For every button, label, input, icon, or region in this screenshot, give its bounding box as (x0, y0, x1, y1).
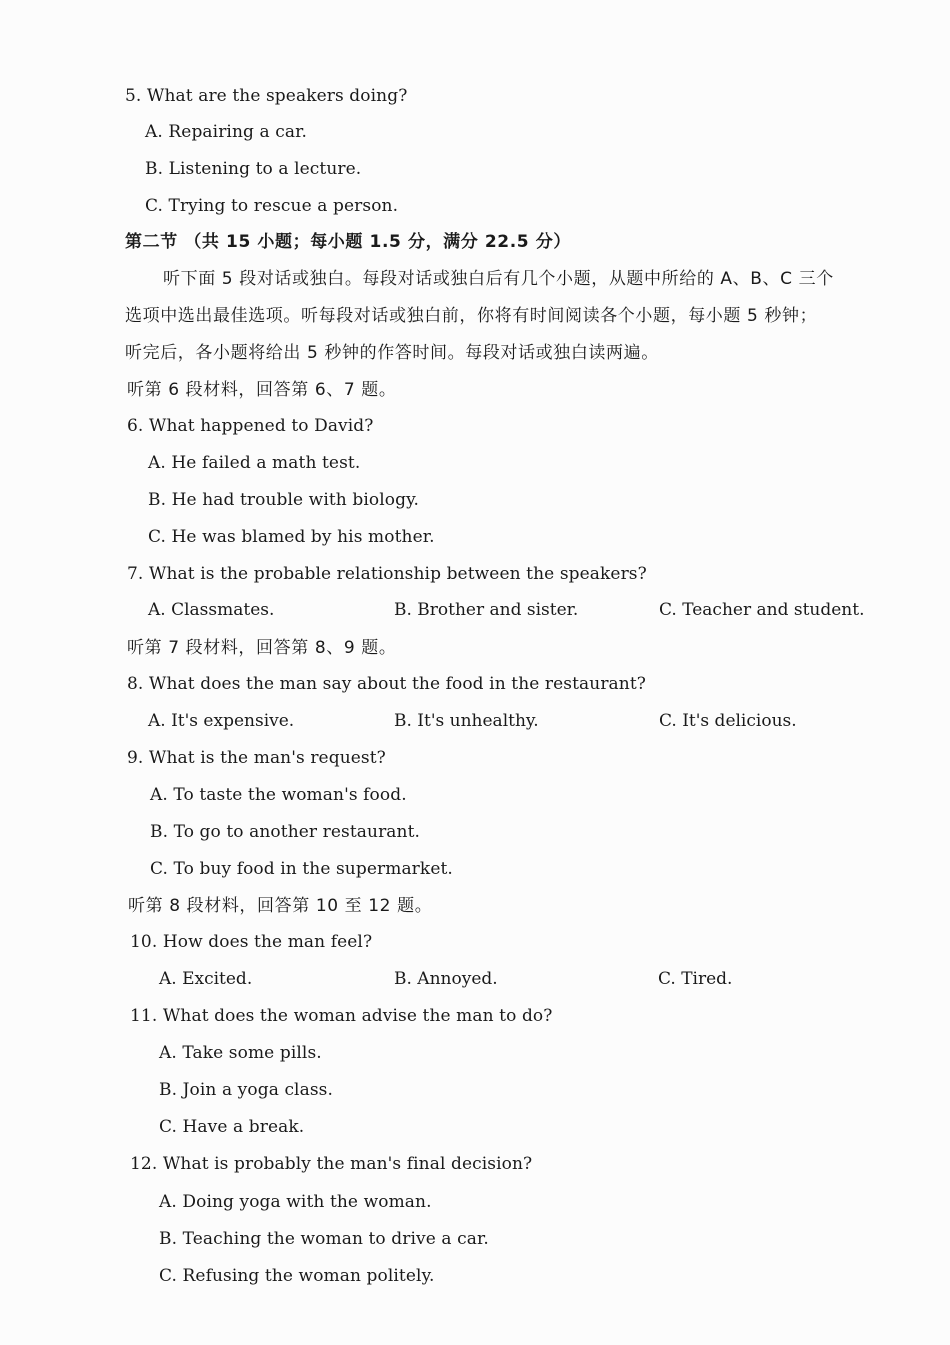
q9-option-a: A. To taste the woman's food. (150, 785, 407, 805)
q11-option-a: A. Take some pills. (159, 1043, 322, 1063)
q10-option-b: B. Annoyed. (394, 969, 498, 989)
q12-option-b: B. Teaching the woman to drive a car. (159, 1229, 489, 1249)
q12-stem: 12. What is probably the man's final decision? (130, 1154, 533, 1174)
section2-instruction-line2: 选项中选出最佳选项。听每段对话或独白前，你将有时间阅读各个小题，每小题 5 秒钟； (125, 306, 818, 326)
q12-option-c: C. Refusing the woman politely. (159, 1266, 435, 1286)
q6-option-a: A. He failed a math test. (148, 453, 361, 473)
q9-option-c: C. To buy food in the supermarket. (150, 859, 453, 879)
q5-option-a: A. Repairing a car. (145, 122, 307, 142)
q6-option-c: C. He was blamed by his mother. (148, 527, 435, 547)
q12-option-a: A. Doing yoga with the woman. (159, 1192, 432, 1212)
q7-stem: 7. What is the probable relationship between the speakers? (127, 564, 647, 584)
q10-stem: 10. How does the man feel? (130, 932, 373, 952)
material7-heading: 听第 7 段材料，回答第 8、9 题。 (127, 638, 397, 658)
material8-heading: 听第 8 段材料，回答第 10 至 12 题。 (128, 896, 433, 916)
q6-stem: 6. What happened to David? (127, 416, 374, 436)
q5-option-c: C. Trying to rescue a person. (145, 196, 399, 216)
q10-option-c: C. Tired. (658, 969, 733, 989)
q11-stem: 11. What does the woman advise the man to do? (130, 1006, 553, 1026)
q10-option-a: A. Excited. (159, 969, 253, 989)
q8-stem: 8. What does the man say about the food in the restaurant? (127, 674, 646, 694)
q6-option-b: B. He had trouble with biology. (148, 490, 420, 510)
q7-option-c: C. Teacher and student. (659, 600, 865, 620)
q9-option-b: B. To go to another restaurant. (150, 822, 421, 842)
q5-option-b: B. Listening to a lecture. (145, 159, 362, 179)
q7-option-a: A. Classmates. (148, 600, 275, 620)
material6-heading: 听第 6 段材料，回答第 6、7 题。 (127, 380, 397, 400)
section2-instruction-line1: 听下面 5 段对话或独白。每段对话或独白后有几个小题，从题中所给的 A、B、C 三个 (163, 269, 834, 289)
q7-option-b: B. Brother and sister. (394, 600, 579, 620)
q5-stem: 5. What are the speakers doing? (125, 86, 408, 106)
q11-option-b: B. Join a yoga class. (159, 1080, 333, 1100)
q8-option-b: B. It's unhealthy. (394, 711, 539, 731)
q8-option-a: A. It's expensive. (148, 711, 295, 731)
q11-option-c: C. Have a break. (159, 1117, 305, 1137)
q9-stem: 9. What is the man's request? (127, 748, 386, 768)
section2-heading: 第二节 （共 15 小题；每小题 1.5 分，满分 22.5 分） (125, 232, 571, 252)
section2-instruction-line3: 听完后，各小题将给出 5 秒钟的作答时间。每段对话或独白读两遍。 (125, 343, 659, 363)
q8-option-c: C. It's delicious. (659, 711, 797, 731)
